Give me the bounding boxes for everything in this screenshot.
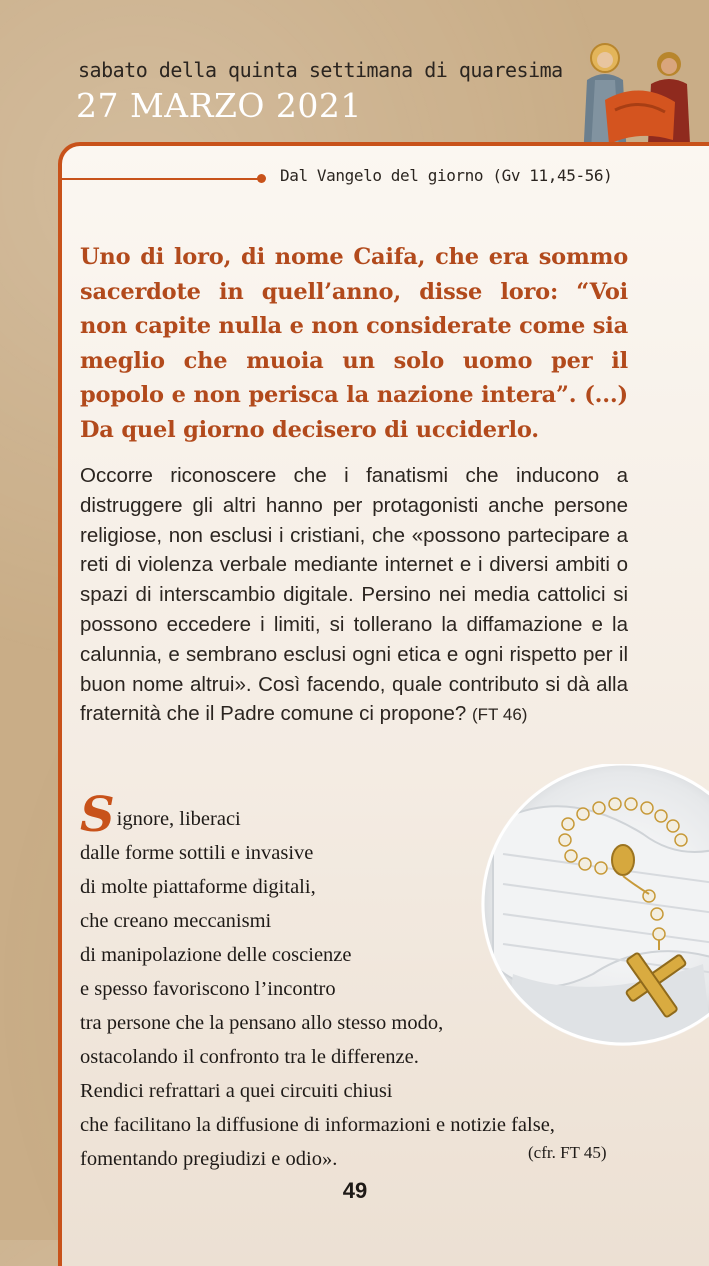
prayer — [80, 787, 640, 1176]
gospel-source: Dal Vangelo del giorno (Gv 11,45-56) — [280, 166, 613, 185]
source-bullet — [257, 174, 266, 183]
prayer-line: e spesso favoriscono l’incontro — [80, 978, 336, 1000]
page-header-date: 27 MARZO 2021 — [76, 86, 362, 125]
prayer-line: fomentando pregiudizi e odio». — [80, 1148, 338, 1170]
gospel-text: Uno di loro, di nome Caifa, che era sommo sacerdote in quell’anno, disse loro: “Voi non capite nulla e non considerate come sia meglio che muoia un solo uomo per il popolo e non perisca la nazione intera”. (...) Da quel giorno decisero di ucciderlo. — [80, 244, 628, 443]
page-header-subtitle: sabato della quinta settimana di quaresima — [78, 58, 563, 82]
prayer-line: Rendici refrattari a quei circuiti chiusi — [80, 1080, 393, 1102]
prayer-line: di manipolazione delle coscienze — [80, 944, 352, 966]
prayer-line: che facilitano la diffusione di informazioni e notizie false, — [80, 1114, 555, 1136]
page-number: 49 — [342, 1178, 368, 1203]
prayer-line: dalle forme sottili e invasive — [80, 842, 314, 864]
commentary — [80, 461, 628, 730]
commentary-text: Occorre riconoscere che i fanatismi che inducono a distruggere gli altri hanno per protagonisti anche persone religiose, non esclusi i cristiani, che «possono partecipare a reti di violenza verbale mediante internet e i diversi ambiti o spazi di interscambio digitale. Persino nei media cattolici si possono eccedere i limiti, si tollerano la diffamazione e la calunnia, e sembrano esclusi ogni etica e ogni rispetto per il buon nome altrui». Così facendo, quale contributo si dà alla fraternità che il Padre comune ci propone? — [80, 464, 628, 726]
prayer-line: ostacolando il confronto tra le differenze. — [80, 1046, 419, 1068]
prayer-line: tra persone che la pensano allo stesso modo, — [80, 1012, 444, 1034]
source-rule — [62, 178, 262, 180]
prayer-citation: (cfr. FT 45) — [528, 1143, 607, 1162]
prayer-first-line-text: ignore, liberaci — [116, 808, 241, 830]
gospel-excerpt — [80, 240, 628, 447]
prayer-line: che creano meccanismi — [80, 910, 272, 932]
prayer-line: di molte piattaforme digitali, — [80, 876, 316, 898]
prayer-first-line — [80, 787, 640, 843]
commentary-citation: (FT 46) — [472, 705, 528, 725]
prayer-dropcap: S — [80, 787, 115, 843]
